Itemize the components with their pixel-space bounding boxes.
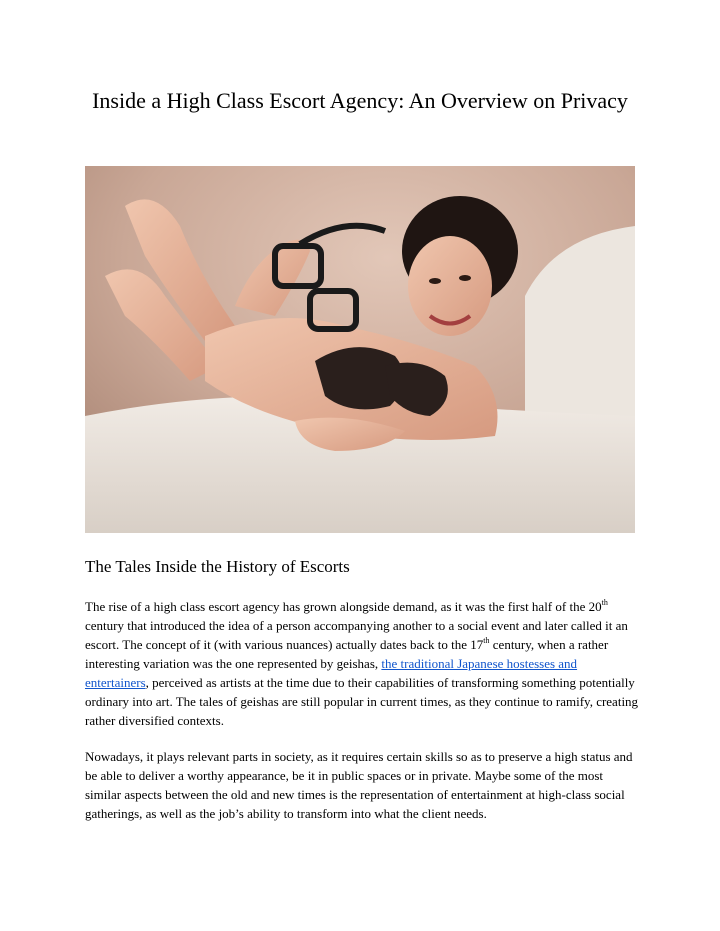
- p1-text-1: The rise of a high class escort agency has grown alongside demand, as it was the first half of the: [85, 599, 589, 614]
- p1-text-4: , perceived as artists at the time due to their capabilities of transforming something potentially ordinary into art. The tales of geishas are still popular in current times, as they continue to ramify, creating rather diversified contexts.: [85, 675, 639, 728]
- p1-century-17: 17: [470, 637, 484, 652]
- photo-illustration: [85, 166, 635, 533]
- p1-superscript-th-1: th: [601, 597, 608, 607]
- geisha-link[interactable]: the traditional Japanese hostesses and entertainers: [85, 656, 578, 690]
- section-heading: The Tales Inside the History of Escorts: [85, 557, 350, 576]
- paragraph-history: [85, 597, 641, 730]
- p1-superscript-th-2: th: [483, 635, 490, 645]
- p1-text-2: century that introduced the idea of a person accompanying another to a social event and later called it an escort. The concept of it (with various nuances) actually dates back to the: [85, 618, 628, 652]
- p1-century-20: 20: [588, 599, 602, 614]
- page-title: Inside a High Class Escort Agency: An Overview on Privacy: [92, 88, 628, 113]
- hero-photo: [85, 166, 635, 533]
- p1-text-3: century, when a rather interesting variation was the one represented by geishas,: [85, 637, 609, 671]
- paragraph-nowadays: Nowadays, it plays relevant parts in society, as it requires certain skills so as to preserve a high status and be able to deliver a worthy appearance, be it in public spaces or in private. Maybe some of the most similar aspects between the old and new times is the representation of entertainment at high-class social gatherings, as well as the job’s ability to transform into what the client needs.: [85, 749, 633, 821]
